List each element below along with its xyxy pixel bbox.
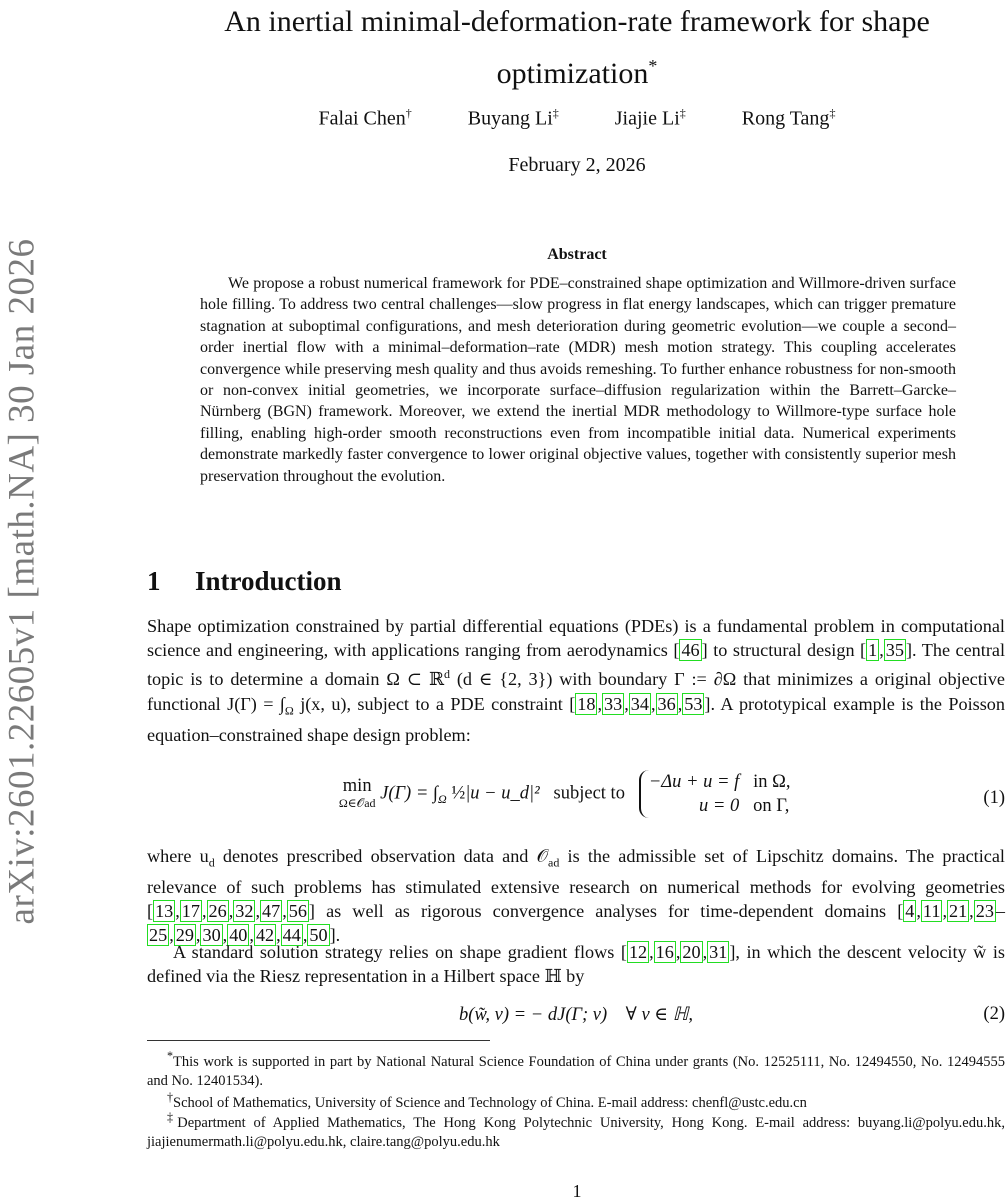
subscript: Ω bbox=[284, 703, 294, 718]
paragraph bbox=[147, 940, 1005, 988]
citation-link[interactable]: 33 bbox=[604, 693, 623, 714]
citation-link[interactable]: 18 bbox=[577, 693, 596, 714]
abstract-heading: Abstract bbox=[547, 246, 607, 263]
footnote-text: This work is supported in part by National Natural Science Foundation of China under grants (No. 12525111, No. 12494550, No. 12494555 and No. 12401534). bbox=[147, 1053, 1005, 1090]
eq-cases bbox=[639, 770, 813, 818]
section-heading bbox=[147, 566, 342, 597]
text-run: , bbox=[969, 901, 974, 922]
citation-link[interactable]: 46 bbox=[681, 640, 700, 661]
text-run: , bbox=[228, 901, 234, 922]
eq-int-sub: Ω bbox=[438, 791, 447, 806]
text-run: where u bbox=[147, 846, 209, 866]
text-run: , bbox=[650, 693, 656, 714]
citation-link[interactable]: 30 bbox=[202, 925, 221, 946]
text-run: ]. A prototypical example is the Poisson equation–constrained shape design problem: bbox=[147, 693, 1005, 745]
eq-case2-cond: on Γ, bbox=[753, 796, 790, 816]
eq-case1: −Δu + u = f bbox=[648, 772, 740, 792]
text-run: , bbox=[201, 901, 207, 922]
text-run: , bbox=[276, 925, 281, 946]
text-run: , bbox=[879, 640, 884, 661]
author bbox=[742, 106, 836, 131]
equation-2 bbox=[147, 1004, 1005, 1030]
author-mark[interactable]: ‡ bbox=[679, 106, 686, 120]
eq-subject-to: subject to bbox=[553, 783, 625, 804]
footnote bbox=[147, 1047, 1005, 1092]
page-number: 1 bbox=[572, 1181, 582, 1201]
abstract-text: We propose a robust numerical framework for PDE–constrained shape optimization and Willmore-driven surface hole filling. To address two central challenges—slow progress in flat energy landscapes, which can trigger premature stagnation at suboptimal configurations, and mesh deterioration during geometric evolution—we couple a second–order inertial flow with a minimal–deformation–rate (MDR) mesh motion strategy. This coupling accelerates convergence while preserving mesh quality and thus avoids remeshing. To further enhance robustness for non-smooth or non-convex initial geometries, we incorporate surface–diffusion regularization within the Barrett–Garcke–Nürnberg (BGN) framework. Moreover, we extend the inertial MDR methodology to Willmore-type surface hole filling, enabling high-order smooth reconstructions even from incompatible initial data. Numerical experiments demonstrate markedly faster convergence to lower original objective values, together with consistently superior mesh preservation throughout the evolution. bbox=[200, 275, 956, 485]
eq-lhs: J(Γ) = ∫ bbox=[380, 783, 439, 804]
citation-link[interactable]: 35 bbox=[885, 640, 904, 661]
section-title: Introduction bbox=[195, 566, 342, 596]
equation-number: (2) bbox=[983, 1004, 1005, 1024]
eq-frac: ½ bbox=[451, 783, 466, 804]
footnote-mark: * bbox=[167, 1049, 174, 1063]
eq-case2: u = 0 bbox=[699, 796, 740, 816]
text-run: ] to structural design [ bbox=[701, 640, 867, 661]
text-run: , bbox=[677, 693, 683, 714]
citation-link[interactable]: 56 bbox=[288, 901, 307, 922]
paragraph bbox=[147, 844, 1005, 947]
text-run: , bbox=[597, 693, 603, 714]
citation-link[interactable]: 12 bbox=[628, 942, 648, 962]
eq-min: min bbox=[342, 775, 372, 796]
text-run: ]. bbox=[329, 925, 341, 946]
text-run: j(x, u), subject to a PDE constraint [ bbox=[293, 693, 576, 714]
text-run: Shape optimization constrained by partial differential equations (PDEs) is a fundamental problem in computational science and engineering, with applications ranging from aerodynamics [ bbox=[147, 616, 1005, 661]
text-run: , bbox=[302, 925, 308, 946]
text-run: , bbox=[675, 942, 681, 962]
footnote-text: Department of Applied Mathematics, The Hong Kong Polytechnic University, Hong Kong. E-mail address: buyang.li@polyu.edu.hk, jiajienumermath.li@polyu.edu.hk, claire.tang@polyu.edu.hk bbox=[147, 1114, 1005, 1151]
eq-min-sub: Ω∈𝒪ad bbox=[338, 795, 376, 810]
citation-link[interactable]: 4 bbox=[905, 901, 915, 922]
text-run: ], in which the descent velocity w̃ is defined via the Riesz representation in a Hilbert space ℍ by bbox=[147, 942, 1005, 987]
text-run: , bbox=[222, 925, 228, 946]
text-run: , bbox=[624, 693, 629, 714]
author-list bbox=[147, 106, 1007, 131]
text-run: , bbox=[249, 925, 254, 946]
text-run: ]. The central topic is to determine a domain Ω ⊂ ℝ bbox=[147, 640, 1005, 690]
citation-link[interactable]: 21 bbox=[948, 901, 968, 922]
author bbox=[615, 106, 686, 131]
citation-link[interactable]: 32 bbox=[235, 901, 254, 922]
text-run: , bbox=[195, 925, 201, 946]
eq-integrand: |u − u_d|² bbox=[465, 783, 540, 804]
citation-link[interactable]: 11 bbox=[922, 901, 941, 922]
citation-link[interactable]: 17 bbox=[181, 901, 200, 922]
citation-link[interactable]: 42 bbox=[255, 925, 275, 946]
text-run: is the admissible set of Lipschitz domains. The practical relevance of such problems has stimulated extensive research on numerical methods for evolving geometries [ bbox=[147, 846, 1005, 922]
date: February 2, 2026 bbox=[508, 154, 646, 176]
text-run: , bbox=[916, 901, 921, 922]
citation-link[interactable]: 31 bbox=[709, 942, 728, 962]
citation-link[interactable]: 47 bbox=[262, 901, 281, 922]
citation-link[interactable]: 1 bbox=[868, 640, 878, 661]
section-number: 1 bbox=[147, 566, 161, 596]
author bbox=[319, 106, 412, 131]
text-run: ] as well as rigorous convergence analyses for time-dependent domains [ bbox=[308, 901, 904, 922]
author-name: Falai Chen bbox=[318, 107, 406, 130]
citation-link[interactable]: 16 bbox=[655, 942, 674, 962]
citation-link[interactable]: 34 bbox=[630, 693, 649, 714]
text-run: – bbox=[995, 901, 1005, 922]
title-text: An inertial minimal-deformation-rate framework for shape optimization bbox=[224, 5, 930, 90]
subscript: d bbox=[208, 855, 215, 870]
equation-number: (1) bbox=[983, 788, 1005, 808]
equation-1 bbox=[147, 770, 1005, 830]
author-name: Jiajie Li bbox=[614, 107, 680, 130]
equation-body bbox=[147, 770, 1005, 818]
paper-title bbox=[147, 0, 1007, 96]
arxiv-identifier-sidebar[interactable]: arXiv:2601.22605v1 [math.NA] 30 Jan 2026 bbox=[1, 238, 43, 925]
text-run: , bbox=[649, 942, 654, 962]
text-run: A standard solution strategy relies on shape gradient flows [ bbox=[173, 942, 627, 962]
author-mark[interactable]: † bbox=[405, 106, 412, 120]
eq-case1-cond: in Ω, bbox=[753, 772, 791, 792]
footnote-text: School of Mathematics, University of Science and Technology of China. E-mail address: chenfl@ustc.edu.cn bbox=[173, 1094, 807, 1111]
author bbox=[468, 106, 559, 131]
paragraph bbox=[147, 614, 1005, 747]
footnote-mark: † bbox=[167, 1090, 174, 1104]
citation-link[interactable]: 29 bbox=[175, 925, 194, 946]
text-run: , bbox=[175, 901, 180, 922]
author-mark[interactable]: ‡ bbox=[829, 106, 836, 120]
author-name: Buyang Li bbox=[467, 107, 553, 130]
text-run: (d ∈ {2, 3}) with boundary Γ := ∂Ω that minimizes a original objective functional J(Γ) = ∫ bbox=[147, 669, 1006, 714]
subscript: ad bbox=[548, 855, 560, 870]
footnote-divider bbox=[147, 1040, 490, 1041]
superscript: d bbox=[443, 667, 450, 682]
citation-link[interactable]: 40 bbox=[229, 925, 248, 946]
citation-link[interactable]: 50 bbox=[309, 925, 328, 946]
title-footnote-mark[interactable]: * bbox=[648, 56, 658, 76]
text-run: , bbox=[255, 901, 260, 922]
text-run: , bbox=[702, 942, 708, 962]
author-name: Rong Tang bbox=[741, 107, 830, 130]
footnote-mark: ‡ bbox=[167, 1110, 178, 1124]
citation-link[interactable]: 25 bbox=[149, 925, 168, 946]
text-run: , bbox=[169, 925, 174, 946]
author-mark[interactable]: ‡ bbox=[552, 106, 559, 120]
text-run: , bbox=[282, 901, 287, 922]
citation-link[interactable]: 23 bbox=[975, 901, 994, 922]
citation-link[interactable]: 13 bbox=[155, 901, 174, 922]
citation-link[interactable]: 20 bbox=[682, 942, 701, 962]
citation-link[interactable]: 44 bbox=[282, 925, 301, 946]
citation-link[interactable]: 53 bbox=[684, 693, 703, 714]
citation-link[interactable]: 26 bbox=[208, 901, 227, 922]
equation-body: b(w̃, v) = − dJ(Γ; v) ∀ v ∈ ℍ, bbox=[459, 1005, 693, 1025]
citation-link[interactable]: 36 bbox=[657, 693, 676, 714]
text-run: denotes prescribed observation data and 𝒪 bbox=[214, 846, 549, 866]
footnote bbox=[147, 1108, 1005, 1153]
text-run: , bbox=[942, 901, 947, 922]
